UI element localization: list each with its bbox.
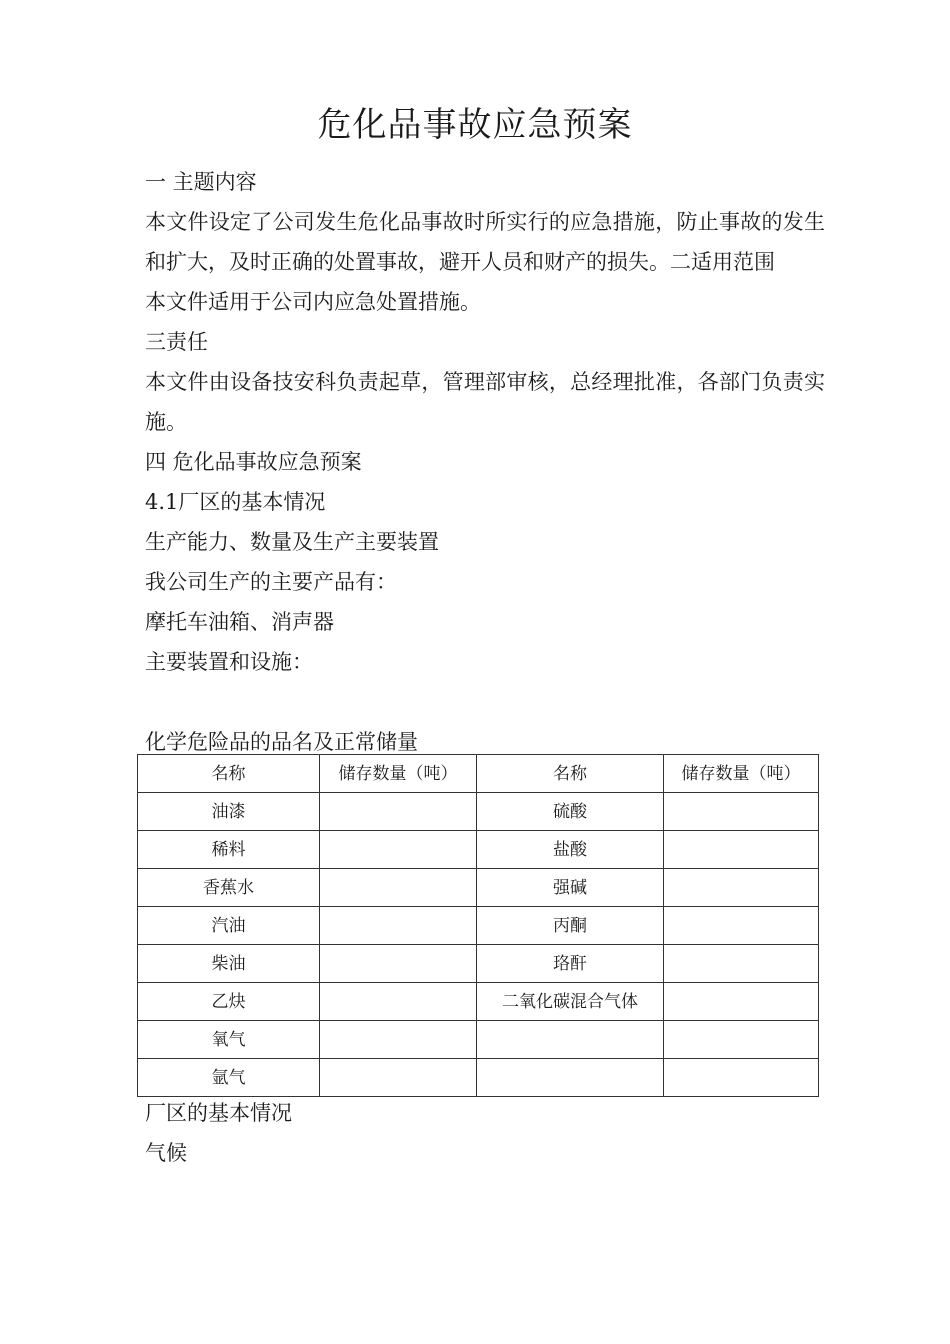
table-row [138, 869, 819, 907]
section-heading-responsibility: 三责任 [145, 330, 208, 354]
table-cell [664, 983, 819, 1021]
document-body-continued [145, 1093, 292, 1173]
document-body [145, 162, 825, 682]
paragraph-site-overview: 厂区的基本情况 [145, 1101, 292, 1125]
table-cell: 强碱 [477, 869, 664, 907]
table-cell [664, 1059, 819, 1097]
table-row [138, 831, 819, 869]
table-header-row [138, 755, 819, 793]
table-cell: 乙炔 [138, 983, 320, 1021]
subsection-heading-site: 4.1厂区的基本情况 [145, 490, 326, 514]
table-caption: 化学危险品的品名及正常储量 [145, 730, 418, 754]
section-heading-subject: 一 主题内容 [145, 170, 257, 194]
table-cell [320, 831, 477, 869]
chemical-storage-table [137, 754, 819, 1097]
table-cell: 油漆 [138, 793, 320, 831]
table-cell [320, 945, 477, 983]
table-cell [320, 983, 477, 1021]
table-cell [477, 1021, 664, 1059]
table-cell [664, 869, 819, 907]
document-title: 危化品事故应急预案 [317, 105, 633, 145]
table-cell: 香蕉水 [138, 869, 320, 907]
table-cell: 氩气 [138, 1059, 320, 1097]
table-cell: 珞酐 [477, 945, 664, 983]
paragraph-capacity: 生产能力、数量及生产主要装置 [145, 530, 439, 554]
header-quantity-2: 储存数量（吨） [664, 755, 819, 793]
table-row [138, 793, 819, 831]
table-row [138, 1059, 819, 1097]
paragraph-products: 摩托车油箱、消声器 [145, 610, 334, 634]
paragraph-subject-content: 本文件设定了公司发生危化品事故时所实行的应急措施，防止事故的发生和扩大，及时正确的处置事故，避开人员和财产的损失。二适用范围 [145, 210, 825, 274]
paragraph-climate: 气候 [145, 1141, 187, 1165]
paragraph-products-intro: 我公司生产的主要产品有： [145, 570, 397, 594]
table-cell: 汽油 [138, 907, 320, 945]
table-cell: 柴油 [138, 945, 320, 983]
table-cell [664, 1021, 819, 1059]
header-name-1: 名称 [138, 755, 320, 793]
table-cell: 二氧化碳混合气体 [477, 983, 664, 1021]
table-cell [320, 1059, 477, 1097]
header-quantity-1: 储存数量（吨） [320, 755, 477, 793]
table-cell: 硫酸 [477, 793, 664, 831]
table-cell [664, 831, 819, 869]
table-row [138, 945, 819, 983]
table-cell: 丙酮 [477, 907, 664, 945]
table-cell [664, 945, 819, 983]
table-row [138, 907, 819, 945]
table-cell: 盐酸 [477, 831, 664, 869]
paragraph-scope-content: 本文件适用于公司内应急处置措施。 [145, 290, 481, 314]
table-cell: 氧气 [138, 1021, 320, 1059]
paragraph-responsibility-content: 本文件由设备技安科负责起草，管理部审核，总经理批准，各部门负责实施。 [145, 370, 825, 434]
table-row [138, 1021, 819, 1059]
table-cell [320, 1021, 477, 1059]
paragraph-facilities: 主要装置和设施： [145, 650, 313, 674]
table-cell [320, 793, 477, 831]
section-heading-plan: 四 危化品事故应急预案 [145, 450, 362, 474]
table-cell [664, 793, 819, 831]
table-cell [320, 869, 477, 907]
table-row [138, 983, 819, 1021]
header-name-2: 名称 [477, 755, 664, 793]
table-cell: 稀料 [138, 831, 320, 869]
table-cell [320, 907, 477, 945]
table-cell [477, 1059, 664, 1097]
table-cell [664, 907, 819, 945]
